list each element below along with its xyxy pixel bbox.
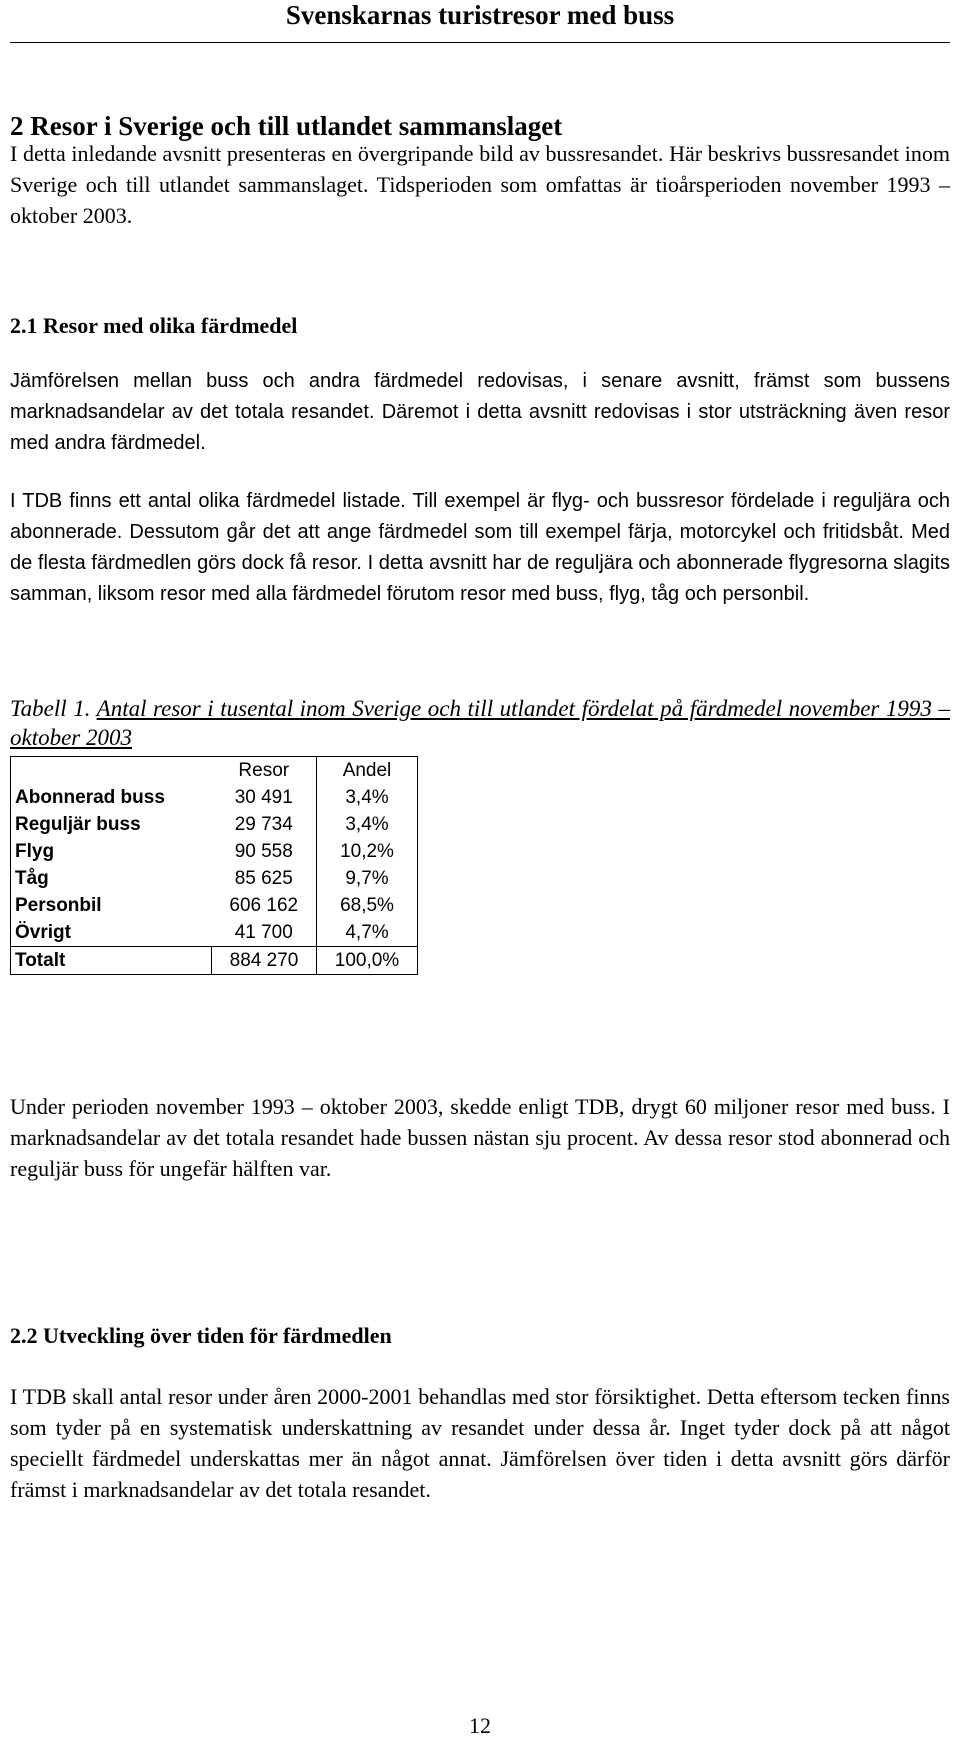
paragraph-2-1-b: I TDB finns ett antal olika färdmedel listade. Till exempel är flyg- och bussresor fördelade i reguljära och abonnerade. Dessutom går det att ange färdmedel som till exempel färja, motorcykel och fritidsbåt. Med de flesta färdmedlen görs dock få resor. I detta avsnitt har de reguljära och abonnerade flygresorna slagits samman, liksom resor med alla färdmedel förutom resor med buss, flyg, tåg och personbil. (10, 490, 950, 605)
row-resor: 29 734 (212, 811, 317, 838)
table-row (11, 784, 418, 811)
table-caption (10, 694, 950, 752)
total-label: Totalt (11, 947, 212, 975)
running-header: Svenskarnas turistresor med buss (10, 0, 950, 43)
total-andel: 100,0% (317, 947, 418, 975)
row-label: Abonnerad buss (11, 784, 212, 811)
table-caption-label: Tabell 1. (10, 696, 91, 721)
header-cell-resor: Resor (212, 757, 317, 785)
row-resor: 85 625 (212, 865, 317, 892)
row-label: Reguljär buss (11, 811, 212, 838)
row-label: Tåg (11, 865, 212, 892)
row-label: Övrigt (11, 919, 212, 947)
row-andel: 3,4% (317, 784, 418, 811)
row-andel: 9,7% (317, 865, 418, 892)
table-row (11, 811, 418, 838)
row-resor: 90 558 (212, 838, 317, 865)
paragraph-2-1-a: Jämförelsen mellan buss och andra färdmedel redovisas, i senare avsnitt, främst som bussens marknadsandelar av det totala resandet. Däremot i detta avsnitt redovisas i stor utsträckning även resor med andra färdmedel. (10, 370, 950, 454)
intro-paragraph: I detta inledande avsnitt presenteras en övergripande bild av bussresandet. Här beskrivs bussresandet inom Sverige och till utlandet sammanslaget. Tidsperioden som omfattas är tioårsperioden november 1993 – oktober 2003. (10, 141, 950, 228)
table-caption-text: Antal resor i tusental inom Sverige och till utlandet fördelat på färdmedel november 1993 – oktober 2003 (10, 696, 950, 750)
page-number: 12 (469, 1713, 491, 1738)
subsection-heading-2-2: 2.2 Utveckling över tiden för färdmedlen (10, 1323, 392, 1348)
table-row (11, 892, 418, 919)
subsection-heading-2-1: 2.1 Resor med olika färdmedel (10, 313, 298, 338)
row-andel: 10,2% (317, 838, 418, 865)
paragraph-2-2: I TDB skall antal resor under åren 2000-2001 behandlas med stor försiktighet. Detta eftersom tecken finns som tyder på en systematisk underskattning av resandet under dessa år. Inget tyder dock på att något speciellt färdmedel underskattas mer än något annat. Jämförelsen över tiden i detta avsnitt görs därför främst i marknadsandelar av det totala resandet. (10, 1384, 950, 1502)
table-row (11, 865, 418, 892)
row-label: Flyg (11, 838, 212, 865)
table-row (11, 919, 418, 947)
table-row (11, 838, 418, 865)
row-andel: 3,4% (317, 811, 418, 838)
total-resor: 884 270 (212, 947, 317, 975)
table-total-row (11, 947, 418, 975)
table-header-row (11, 757, 418, 785)
row-label: Personbil (11, 892, 212, 919)
row-resor: 30 491 (212, 784, 317, 811)
row-resor: 41 700 (212, 919, 317, 947)
row-andel: 68,5% (317, 892, 418, 919)
row-resor: 606 162 (212, 892, 317, 919)
summary-paragraph: Under perioden november 1993 – oktober 2003, skedde enligt TDB, drygt 60 miljoner resor med buss. I marknadsandelar av det totala resandet hade bussen nästan sju procent. Av dessa resor stod abonnerad och reguljär buss för ungefär hälften var. (10, 1094, 950, 1181)
travel-mode-table (10, 756, 418, 975)
section-heading: 2 Resor i Sverige och till utlandet sammanslaget (10, 111, 563, 141)
row-andel: 4,7% (317, 919, 418, 947)
header-cell-andel: Andel (317, 757, 418, 785)
header-cell-empty (11, 757, 212, 785)
